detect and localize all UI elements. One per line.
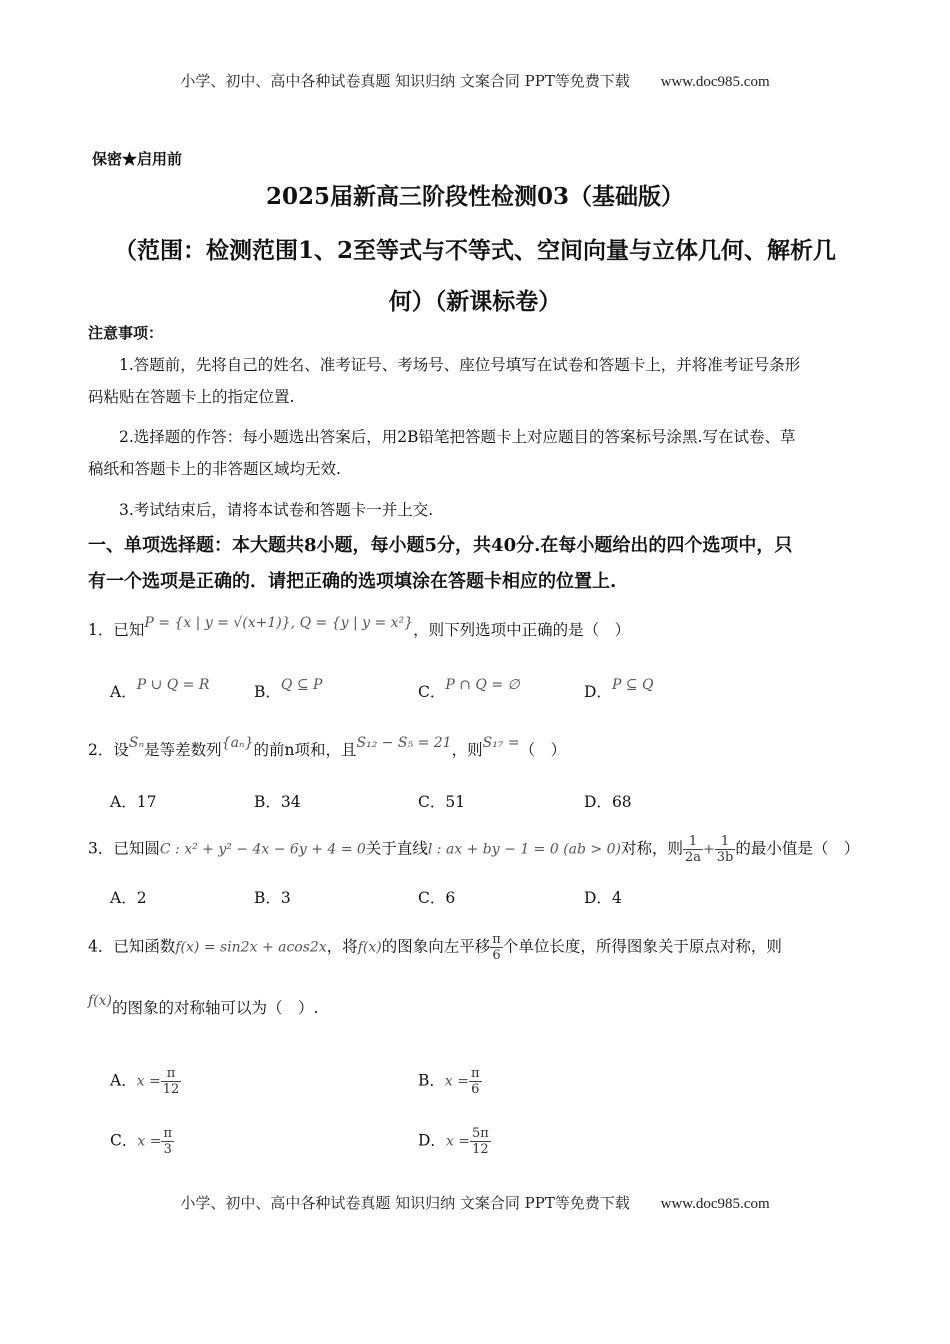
q4-text-1: ，将	[326, 937, 358, 956]
q3-pre: 3．已知圆	[88, 839, 160, 858]
option-label: B．	[254, 793, 281, 811]
q1-option-c[interactable]	[418, 677, 520, 702]
header-text: 小学、初中、高中各种试卷真题 知识归纳 文案合同 PPT等免费下载	[180, 72, 630, 90]
q4-text-3: 个单位长度，所得图象关于原点对称，则	[502, 937, 782, 956]
option-math: x =	[136, 1073, 161, 1090]
q4-math-2: f(x)	[357, 939, 382, 956]
q3-post: 的最小值是（ ）	[735, 839, 860, 858]
option-label: C．	[418, 889, 446, 907]
option-label: C．	[418, 793, 446, 811]
notes-heading: 注意事项：	[88, 324, 164, 342]
question-3	[88, 834, 868, 865]
exam-title-line1: 2025届新高三阶段性检测03（基础版）	[265, 183, 685, 210]
option-fraction	[161, 1126, 174, 1157]
exam-title-line2: （范围：检测范围1、2至等式与不等式、空间向量与立体几何、解析几	[113, 237, 836, 264]
exam-title-line3: 何）（新课标卷）	[388, 288, 562, 315]
fraction-denominator: 12	[162, 1082, 180, 1097]
note-1-line2: 码粘贴在答题卡上的指定位置.	[88, 388, 295, 406]
note-1	[88, 349, 864, 413]
option-fraction	[469, 1066, 482, 1097]
option-text: 4	[611, 889, 622, 907]
q4-pre: 4．已知函数	[88, 937, 176, 956]
q3-text-1: 关于直线	[365, 839, 428, 858]
fraction-denominator: 12	[472, 1142, 489, 1157]
q3-math-2: l : ax + by − 1 = 0 (ab > 0)	[427, 841, 621, 858]
q2-option-c[interactable]	[418, 790, 465, 812]
q2-option-a[interactable]	[110, 790, 156, 812]
section-line2: 有一个选项是正确的．请把正确的选项填涂在答题卡相应的位置上.	[88, 571, 617, 592]
q2-option-d[interactable]	[584, 790, 632, 812]
q4-fraction	[490, 932, 503, 963]
q3-option-b[interactable]	[254, 886, 291, 908]
q4-option-b[interactable]	[418, 1066, 482, 1097]
q3-text-2: 对称，则	[620, 839, 683, 858]
q2-math-1: Sₙ	[128, 735, 145, 751]
option-fraction	[470, 1126, 491, 1157]
fraction-numerator: 1	[683, 834, 703, 850]
note-1-line1: 1.答题前，先将自己的姓名、准考证号、考场号、座位号填写在试卷和答题卡上，并将准考证号条形	[119, 356, 801, 374]
confidential-label: 保密★启用前	[92, 150, 183, 168]
q3-plus: +	[703, 841, 715, 858]
fraction-denominator: 6	[492, 948, 501, 963]
q1-math: P = {x | y = √(x+1)}, Q = {y | y = x²}	[144, 615, 414, 631]
option-math: x =	[444, 1073, 469, 1090]
q3-fraction-2	[715, 834, 736, 865]
option-label: D．	[584, 793, 612, 811]
q3-option-a[interactable]	[110, 886, 147, 908]
footer-text: 小学、初中、高中各种试卷真题 知识归纳 文案合同 PPT等免费下载	[180, 1194, 630, 1212]
option-fraction	[161, 1066, 182, 1097]
q4-option-d[interactable]	[418, 1126, 491, 1157]
option-label: B．	[254, 889, 281, 907]
note-2	[88, 421, 864, 485]
q1-option-b[interactable]	[254, 677, 323, 702]
q2-text-3: ，则	[451, 741, 483, 759]
option-text: 3	[280, 889, 291, 907]
q4-text-2: 的图象向左平移	[381, 937, 491, 956]
question-4	[88, 932, 868, 963]
q4-option-c[interactable]	[110, 1126, 174, 1157]
q2-post: （ ）	[519, 741, 567, 759]
option-label: A．	[110, 1071, 137, 1090]
q1-pre: 1．已知	[88, 621, 145, 639]
option-math: P ∪ Q = R	[136, 677, 210, 693]
option-text: 51	[445, 793, 466, 811]
note-2-line1: 2.选择题的作答：每小题选出答案后，用2B铅笔把答题卡上对应题目的答案标号涂黑.写在试卷、草	[119, 428, 796, 446]
option-label: A．	[110, 793, 137, 811]
question-4-line2	[88, 993, 868, 1018]
q2-text-2: 的前n项和，且	[253, 741, 357, 759]
option-label: D．	[584, 683, 612, 701]
fraction-denominator: 3	[163, 1142, 172, 1157]
section-heading	[88, 528, 868, 600]
q2-pre: 2．设	[88, 741, 129, 759]
q3-option-c[interactable]	[418, 886, 455, 908]
option-math: x =	[137, 1133, 162, 1150]
q4-option-a[interactable]	[110, 1066, 181, 1097]
option-label: D．	[584, 889, 612, 907]
option-text: 6	[445, 889, 456, 907]
note-3	[88, 494, 864, 526]
option-math: x =	[445, 1133, 471, 1150]
option-label: B．	[418, 1071, 445, 1090]
fraction-denominator: 2a	[685, 850, 702, 865]
q2-text-1: 是等差数列	[144, 741, 222, 759]
option-label: C．	[418, 683, 446, 701]
fraction-numerator: π	[161, 1066, 182, 1082]
option-text: 2	[136, 889, 147, 907]
header-site[interactable]: www.doc985.com	[660, 74, 770, 90]
option-text: 34	[280, 793, 301, 811]
q1-option-d[interactable]	[584, 677, 654, 702]
option-label: D．	[418, 1131, 446, 1150]
q2-math-3: S₁₂ − S₅ = 21	[356, 735, 452, 751]
question-1	[88, 615, 868, 640]
q2-math-4: S₁₇ =	[482, 735, 520, 751]
q3-option-d[interactable]	[584, 886, 622, 908]
fraction-numerator: 5π	[472, 1126, 489, 1141]
q1-option-a[interactable]	[110, 677, 210, 702]
fraction-numerator: π	[163, 1126, 172, 1141]
option-label: B．	[254, 683, 281, 701]
q1-post: ，则下列选项中正确的是（ ）	[413, 621, 631, 639]
section-line1: 一、单项选择题：本大题共8小题，每小题5分，共40分.在每小题给出的四个选项中，只	[88, 535, 793, 556]
option-label: A．	[110, 889, 137, 907]
q2-option-b[interactable]	[254, 790, 301, 812]
fraction-numerator: π	[470, 1066, 480, 1081]
option-math: P ∩ Q = ∅	[445, 677, 520, 693]
q4-post: 的图象的对称轴可以为（ ）.	[112, 999, 319, 1017]
q3-fraction-1	[683, 834, 703, 865]
q3-math-1: C : x² + y² − 4x − 6y + 4 = 0	[159, 841, 366, 858]
option-text: 68	[611, 793, 632, 811]
page-header	[0, 70, 950, 91]
option-label: A．	[110, 683, 137, 701]
q4-math-1: f(x) = sin2x + acos2x	[175, 939, 327, 956]
note-3-line1: 3.考试结束后，请将本试卷和答题卡一并上交.	[119, 501, 434, 519]
note-2-line2: 稿纸和答题卡上的非答题区域均无效.	[88, 460, 341, 478]
fraction-numerator: π	[492, 932, 501, 947]
option-math: P ⊆ Q	[611, 677, 654, 693]
page-footer	[0, 1192, 950, 1213]
option-text: 17	[136, 793, 157, 811]
footer-site[interactable]: www.doc985.com	[660, 1196, 770, 1212]
option-math: Q ⊆ P	[280, 677, 323, 693]
fraction-denominator: 6	[471, 1082, 480, 1097]
fraction-denominator: 3b	[716, 850, 734, 865]
question-2	[88, 735, 868, 760]
q4-math-3: f(x)	[88, 993, 113, 1009]
fraction-numerator: 1	[715, 834, 736, 850]
option-label: C．	[110, 1131, 138, 1150]
q2-math-2: {aₙ}	[221, 735, 254, 751]
